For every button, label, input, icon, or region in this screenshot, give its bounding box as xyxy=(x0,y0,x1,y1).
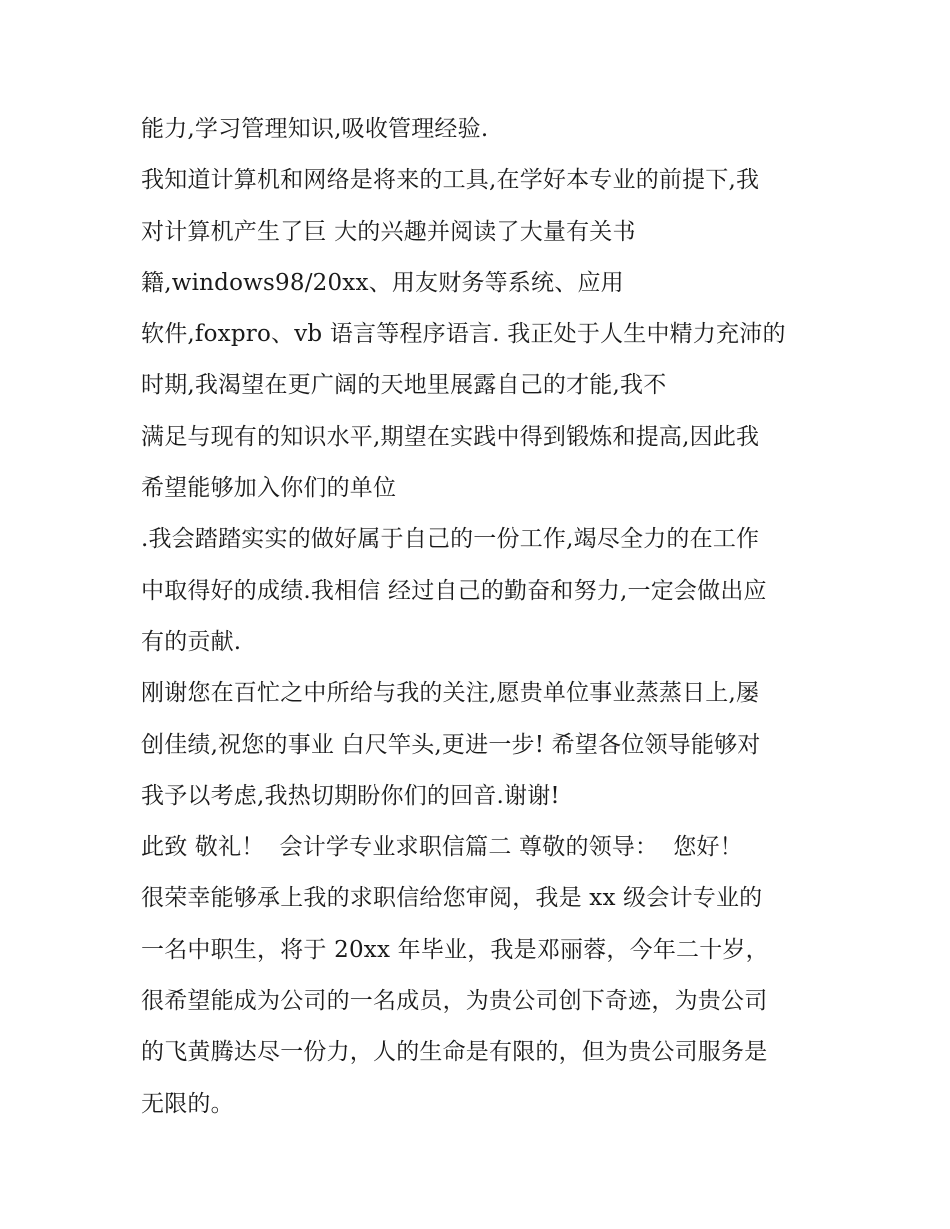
text-line: 有的贡献. xyxy=(141,628,242,655)
text-line: 中取得好的成绩.我相信 经过自己的勤奋和努力,一定会做出应 xyxy=(141,577,767,604)
text-line: 时期,我渴望在更广阔的天地里展露自己的才能,我不 xyxy=(141,372,667,399)
text-line: 很荣幸能够承上我的求职信给您审阅，我是 xx 级会计专业的 xyxy=(141,885,763,912)
text-line: 无限的。 xyxy=(141,1090,234,1117)
text-line: 此致 敬礼！ 会计学专业求职信篇二 尊敬的领导： 您好！ xyxy=(141,834,743,861)
text-line: 创佳绩,祝您的事业 白尺竿头,更进一步! 希望各位领导能够对 xyxy=(141,731,761,758)
text-line: 我予以考虑,我热切期盼你们的回音.谢谢! xyxy=(141,782,560,809)
text-line: 对计算机产生了巨 大的兴趣并阅读了大量有关书 xyxy=(141,218,636,245)
text-line: .我会踏踏实实的做好属于自己的一份工作,竭尽全力的在工作 xyxy=(141,526,760,553)
text-line: 的飞黄腾达尽一份力，人的生命是有限的，但为贵公司服务是 xyxy=(141,1039,768,1066)
text-line: 很希望能成为公司的一名成员，为贵公司创下奇迹，为贵公司 xyxy=(141,988,768,1015)
body-text xyxy=(141,104,831,1130)
text-line: 一名中职生，将于 20xx 年毕业，我是邓丽蓉，今年二十岁， xyxy=(141,936,769,963)
text-line: 希望能够加入你们的单位 xyxy=(141,475,397,502)
text-line: 能力,学习管理知识,吸收管理经验. xyxy=(141,116,489,142)
text-line: 满足与现有的知识水平,期望在实践中得到锻炼和提高,因此我 xyxy=(141,423,760,450)
text-line: 软件,foxpro、vb 语言等程序语言. 我正处于人生中精力充沛的 xyxy=(141,321,786,348)
text-line: 我知道计算机和网络是将来的工具,在学好本专业的前提下,我 xyxy=(141,167,760,194)
text-line: 籍,windows98/20xx、用友财务等系统、应用 xyxy=(141,269,624,296)
text-line: 刚谢您在百忙之中所给与我的关注,愿贵单位事业蒸蒸日上,屡 xyxy=(141,680,760,707)
